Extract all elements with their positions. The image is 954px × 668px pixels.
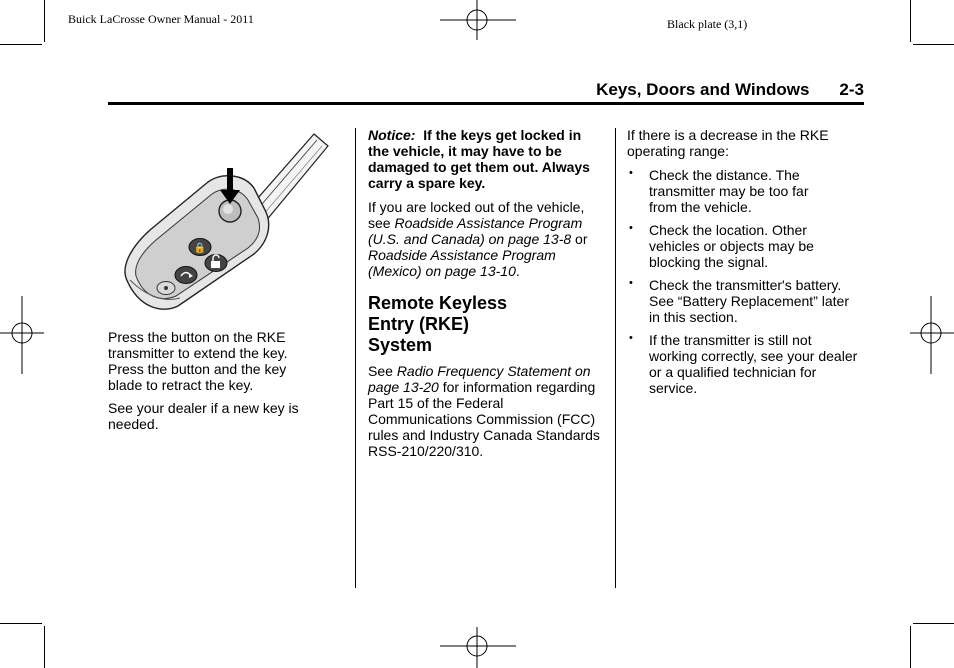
panic-button xyxy=(157,282,175,295)
registration-mark-bottom xyxy=(440,627,516,668)
lockout-paragraph xyxy=(368,199,603,279)
notice-text: If the keys get locked in the vehicle, it may have to be damaged to get them out. Always carry a spare key. xyxy=(368,127,590,191)
unlock-button xyxy=(205,255,227,272)
svg-text:🔒: 🔒 xyxy=(193,243,207,254)
crop-mark xyxy=(910,626,911,668)
bullet-icon: • xyxy=(629,277,633,289)
bullet-icon: • xyxy=(629,167,633,179)
manual-title: Buick LaCrosse Owner Manual - 2011 xyxy=(68,12,254,26)
rke-key-fob-illustration xyxy=(118,130,334,310)
list-item xyxy=(627,277,862,325)
section-header xyxy=(540,80,864,100)
rke-see: See xyxy=(368,363,397,379)
rke-fcc-text: for information regarding Part 15 of the Federal Communications Commission (FCC) rules and Industry Canada Standards RSS-210/220/310. xyxy=(368,379,600,459)
column-divider xyxy=(615,128,616,588)
range-intro: If there is a decrease in the RKE operating range: xyxy=(627,127,829,159)
crop-mark xyxy=(0,623,42,624)
header-rule xyxy=(108,102,864,105)
section-title: Keys, Doors and Windows xyxy=(596,80,810,99)
notice-paragraph xyxy=(368,127,603,191)
bullet-text: If the transmitter is still not working correctly, see your dealer or a qualified technician for service. xyxy=(649,332,858,396)
rke-heading: Remote Keyless Entry (RKE) System xyxy=(368,293,508,355)
lock-button xyxy=(189,239,211,256)
bullet-icon: • xyxy=(629,222,633,234)
notice-label: Notice: xyxy=(368,127,416,143)
crop-mark xyxy=(44,626,45,668)
list-item xyxy=(627,332,862,396)
lockout-or: or xyxy=(571,231,588,247)
rke-intro-paragraph xyxy=(368,363,603,459)
radio-frequency-link[interactable]: Radio Frequency Statement on page 13-20 xyxy=(368,363,591,395)
crop-mark xyxy=(910,0,911,42)
page-number: 2-3 xyxy=(839,80,864,99)
crop-mark xyxy=(0,44,42,45)
remote-start-button xyxy=(175,267,197,284)
lockout-text: If you are locked out of the vehicle, see xyxy=(368,199,585,231)
column-1 xyxy=(108,329,323,439)
plate-label: Black plate (3,1) xyxy=(667,17,748,31)
crop-mark xyxy=(913,44,954,45)
new-key-paragraph: See your dealer if a new key is needed. xyxy=(108,400,299,432)
column-3 xyxy=(627,127,862,403)
crop-mark xyxy=(44,0,45,42)
bullet-text: Check the distance. The transmitter may be too far from the vehicle. xyxy=(649,167,809,215)
crop-mark xyxy=(913,623,954,624)
registration-mark-left xyxy=(0,296,44,374)
registration-mark-top xyxy=(440,0,516,40)
lockout-period: . xyxy=(515,263,520,279)
key-extend-paragraph: Press the button on the RKE transmitter to extend the key. Press the button and the key blade to retract the key. xyxy=(108,329,288,393)
column-divider xyxy=(355,128,356,588)
registration-mark-right xyxy=(910,296,954,374)
range-bullet-list xyxy=(627,167,862,396)
column-2 xyxy=(368,127,603,466)
bullet-text: Check the transmitter's battery. See “Battery Replacement” later in this section. xyxy=(649,277,849,325)
roadside-us-canada-link[interactable]: Roadside Assistance Program (U.S. and Canada) on page 13-8 xyxy=(368,215,583,247)
bullet-icon: • xyxy=(629,332,633,344)
list-item xyxy=(627,167,862,215)
list-item xyxy=(627,222,862,270)
bullet-text: Check the location. Other vehicles or objects may be blocking the signal. xyxy=(649,222,814,270)
roadside-mexico-link[interactable]: Roadside Assistance Program (Mexico) on page 13-10 xyxy=(368,247,556,279)
